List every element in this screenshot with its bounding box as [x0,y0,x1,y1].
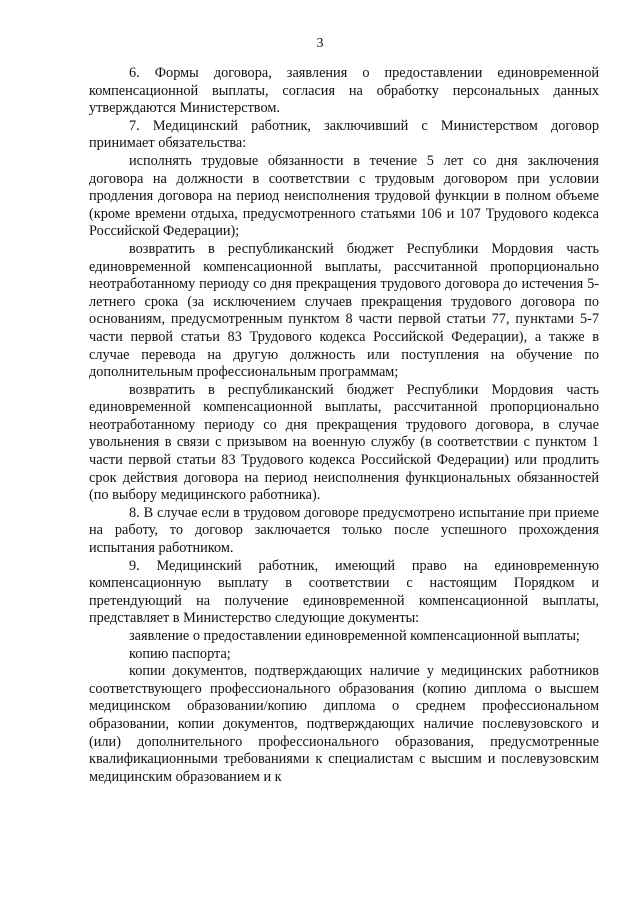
document-item-application: заявление о предоставлении единовременной компенсационной выплаты; [129,628,580,644]
page-number: 3 [316,36,324,51]
document-item-education-copies: копии документов, подтверждающих наличие у медицинских работников соответствующего профессионального образования (копию диплома о высшем медицинском образовании/копию диплома о среднем профессиональном образовании, копии документов, подтверждающих наличие послевузовского и (или) дополнительного профессионального образования, предусмотренные квалификационными требованиями к специалистам с высшим и послевузовским медицинским образованием и к [89,663,599,785]
paragraph-9-documents: 9. Медицинский работник, имеющий право на единовременную компенсационную выплату в соответствии с настоящим Порядком и претендующий на получение единовременной компенсационной выплаты, представляет в Министерство следующие документы: [89,557,599,627]
obligation-return-payment: возвратить в республиканский бюджет Республики Мордовия часть единовременной компенсационной выплаты, рассчитанной пропорционально неотработанному периоду со дня прекращения трудового договора до истечения 5-летнего срока (за исключением случаев прекращения трудового договора по основаниям, предусмотренным пунктом 8 части первой статьи 77, пунктами 5-7 части первой статьи 83 Трудового кодекса Российской Федерации), а также в случае перевода на другую должность или поступления на обучение по дополнительным профессиональным программам; [89,240,599,381]
paragraph-8-probation: 8. В случае если в трудовом договоре предусмотрено испытание при приеме на работу, то договор заключается только после успешного прохождения испытания работником. [89,504,599,557]
paragraph-6-forms: 6. Формы договора, заявления о предоставлении единовременной компенсационной выплаты, согласия на обработку персональных данных утверждаются Министерством. [89,65,599,117]
document-item-passport: копию паспорта; [129,645,231,662]
obligation-work-duties: исполнять трудовые обязанности в течение 5 лет со дня заключения договора на должности в соответствии с трудовым договором при условии продления договора на период неисполнения трудовой функции в полном объеме (кроме времени отдыха, предусмотренного статьями 106 и 107 Трудового кодекса Российской Федерации); [89,152,599,240]
document-body [89,65,599,786]
paragraph-7-obligations: 7. Медицинский работник, заключивший с Министерством договор принимает обязательства: [89,117,599,152]
obligation-return-payment-military: возвратить в республиканский бюджет Республики Мордовия часть единовременной компенсационной выплаты, рассчитанной пропорционально неотработанному периоду со дня прекращения трудового договора, в случае увольнения в связи с призывом на военную службу (в соответствии с пунктом 1 части первой статьи 83 Трудового кодекса Российской Федерации) или продлить срок действия договора на период неисполнения функциональных обязанностей (по выбору медицинского работника). [89,381,599,504]
